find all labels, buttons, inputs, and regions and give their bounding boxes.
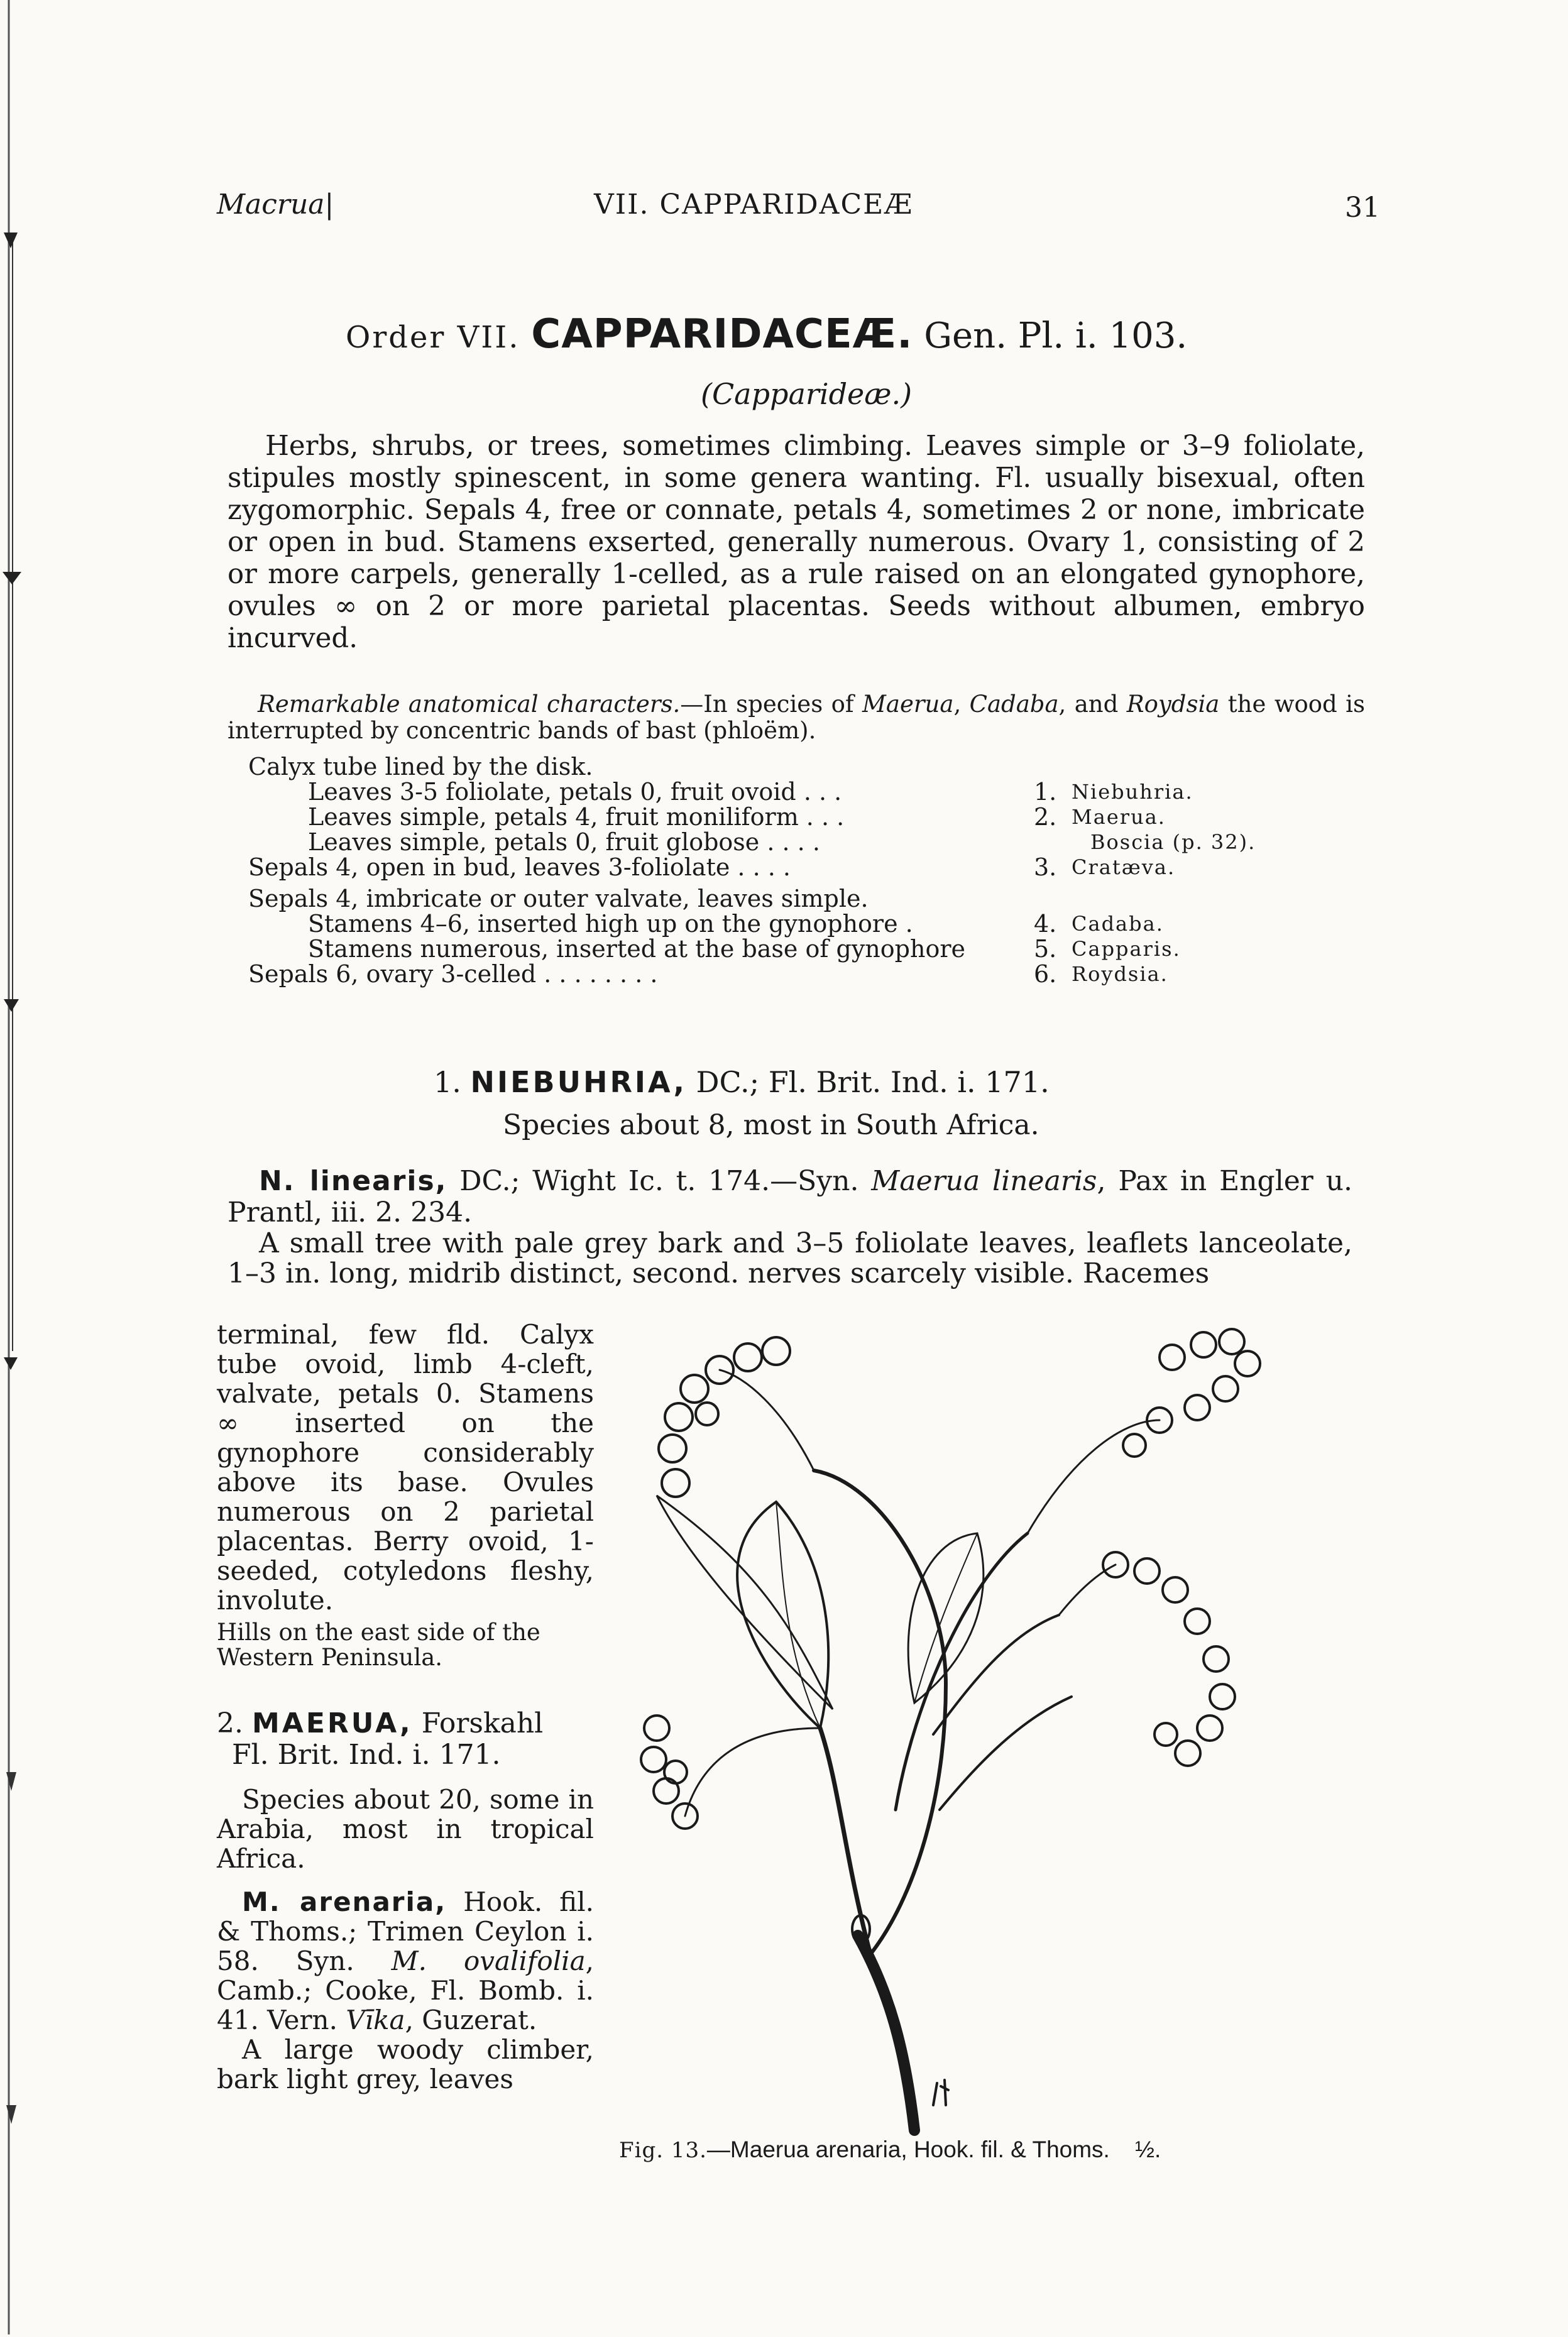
anatomy-label: Remarkable anatomical characters. xyxy=(258,691,681,718)
key-text: Leaves 3-5 foliolate, petals 0, fruit ovoid . . . xyxy=(308,778,842,806)
running-header-title: VII. CAPPARIDACEÆ xyxy=(594,189,914,221)
key-text: Stamens 4–6, inserted high up on the gynophore . xyxy=(308,910,913,938)
key-genus: Boscia (p. 32). xyxy=(1090,830,1256,854)
genus-authority: Forskahl xyxy=(421,1707,544,1739)
key-row xyxy=(248,855,1329,880)
running-header-left: Macrua| xyxy=(217,189,334,221)
key-genus: Cratæva. xyxy=(1072,855,1176,879)
genus-authority: DC.; Fl. Brit. Ind. i. 171. xyxy=(696,1065,1050,1099)
genus-ref: Maerua xyxy=(862,691,954,718)
genus-key xyxy=(248,754,1329,987)
key-genus: Niebuhria. xyxy=(1072,780,1193,804)
key-genus: Cadaba. xyxy=(1072,912,1164,936)
order-title xyxy=(346,311,1187,358)
species-name: M. arenaria, xyxy=(242,1886,447,1917)
genus-ref: Cadaba xyxy=(969,691,1059,718)
key-text: Leaves simple, petals 0, fruit globose . . . . xyxy=(308,828,820,856)
species-description-cont: terminal, few fld. Calyx tube ovoid, limb 4-cleft, valvate, petals 0. Stamens ∞ inserted on the gynophore considerably above its base. Ovules numerous on 2 parietal placentas. Berry ovoid, 1-seeded, cotyledons fleshy, involute. xyxy=(217,1319,594,1616)
anatomy-sep: , and xyxy=(1058,691,1127,718)
key-genus: Maerua. xyxy=(1072,805,1166,829)
genus-note: Species about 8, most in South Africa. xyxy=(503,1109,1039,1141)
key-number: 5. xyxy=(1034,935,1057,963)
key-row xyxy=(248,911,1329,936)
species-synonym: Maerua linearis xyxy=(871,1165,1097,1197)
key-text: Calyx tube lined by the disk. xyxy=(248,753,593,780)
key-genus: Roydsia. xyxy=(1072,962,1168,986)
species-entry xyxy=(217,1887,594,2035)
vernacular-name: Vīka xyxy=(346,2005,405,2035)
species-locality: Hills on the east side of the Western Peninsula. xyxy=(217,1619,540,1671)
key-row xyxy=(248,804,1329,829)
key-number: 6. xyxy=(1034,960,1057,988)
key-row xyxy=(248,936,1329,961)
genus-heading xyxy=(217,1708,594,1771)
page-edge-shadow xyxy=(0,0,25,2334)
left-column xyxy=(217,1320,594,2094)
key-row xyxy=(248,886,1329,911)
anatomy-note xyxy=(228,691,1365,744)
key-number: 4. xyxy=(1034,910,1057,938)
genus-name: MAERUA, xyxy=(251,1707,413,1739)
anatomy-text: the wood is interrupted by concentric bands of bast (phloëm). xyxy=(228,691,1365,744)
order-synonym: (Capparideæ.) xyxy=(701,377,913,411)
species-synonym: M. ovalifolia xyxy=(391,1946,586,1976)
species-entry xyxy=(228,1166,1352,1229)
key-text: Sepals 4, open in bud, leaves 3-foliolate . . . . xyxy=(248,853,791,881)
key-number: 2. xyxy=(1034,803,1057,831)
key-text: Sepals 4, imbricate or outer valvate, leaves simple. xyxy=(248,885,869,912)
order-description: Herbs, shrubs, or trees, sometimes climbing. Leaves simple or 3–9 foliolate, stipules mostly spinescent, in some genera wanting. Fl. usually bisexual, often zygomorphic. Sepals 4, free or connate, petals 4, sometimes 2 or none, imbricate or open in bud. Stamens exserted, generally numerous. Ovary 1, consisting of 2 or more carpels, generally 1-celled, as a rule raised on an elongated gynophore, ovules ∞ on 2 or more parietal placentas. Seeds without albumen, embryo incurved. xyxy=(228,430,1365,654)
genus-number: 2. xyxy=(217,1707,243,1739)
key-genus: Capparis. xyxy=(1072,937,1181,961)
figure-scale: ½. xyxy=(1135,2137,1161,2162)
species-ref: , Pax in Engler u. Prantl, iii. 2. 234. xyxy=(228,1165,1352,1229)
species-ref: Hook. fil. & Thoms.; Trimen Ceylon i. 58. Syn. xyxy=(217,1886,595,1976)
genus-heading xyxy=(434,1065,1050,1099)
species-name: N. linearis, xyxy=(259,1165,447,1197)
figure-caption xyxy=(619,2137,1161,2163)
genus-name: NIEBUHRIA, xyxy=(470,1065,687,1099)
key-row xyxy=(248,779,1329,804)
botanical-illustration xyxy=(619,1294,1398,2174)
genus-ref: Fl. Brit. Ind. i. 171. xyxy=(232,1739,501,1771)
species-description: A large woody climber, bark light grey, leaves xyxy=(217,2034,594,2094)
key-number: 3. xyxy=(1034,853,1057,881)
order-label: Order VII. xyxy=(346,320,520,355)
species-ref: , Camb.; Cooke, Fl. Bomb. i. 41. Vern. xyxy=(217,1946,594,2035)
key-text: Stamens numerous, inserted at the base of gynophore xyxy=(308,935,965,963)
key-number: 1. xyxy=(1034,778,1057,806)
order-reference: Gen. Pl. i. 103. xyxy=(924,315,1188,356)
key-row xyxy=(248,754,1329,779)
figure-caption-text: —Maerua arenaria, Hook. fil. & Thoms. xyxy=(706,2137,1110,2162)
key-text: Leaves simple, petals 4, fruit moniliform . . . xyxy=(308,803,845,831)
key-row xyxy=(248,961,1329,987)
anatomy-text: —In species of xyxy=(680,691,863,718)
key-row xyxy=(248,829,1329,855)
species-description: A small tree with pale grey bark and 3–5 foliolate leaves, leaflets lanceolate, 1–3 in. long, midrib distinct, second. nerves scarcely visible. Racemes xyxy=(228,1227,1352,1289)
page-number: 31 xyxy=(1345,192,1380,224)
genus-number: 1. xyxy=(434,1065,461,1099)
figure-label: Fig. 13. xyxy=(619,2138,707,2163)
genus-note: Species about 20, some in Arabia, most in tropical Africa. xyxy=(217,1784,594,1874)
anatomy-sep: , xyxy=(953,691,970,718)
species-ref: , Guzerat. xyxy=(405,2005,537,2035)
key-text: Sepals 6, ovary 3-celled . . . . . . . . xyxy=(248,960,658,988)
order-name: CAPPARIDACEÆ. xyxy=(531,311,913,358)
genus-ref: Roydsia xyxy=(1126,691,1220,718)
species-ref: DC.; Wight Ic. t. 174.—Syn. xyxy=(447,1165,872,1197)
